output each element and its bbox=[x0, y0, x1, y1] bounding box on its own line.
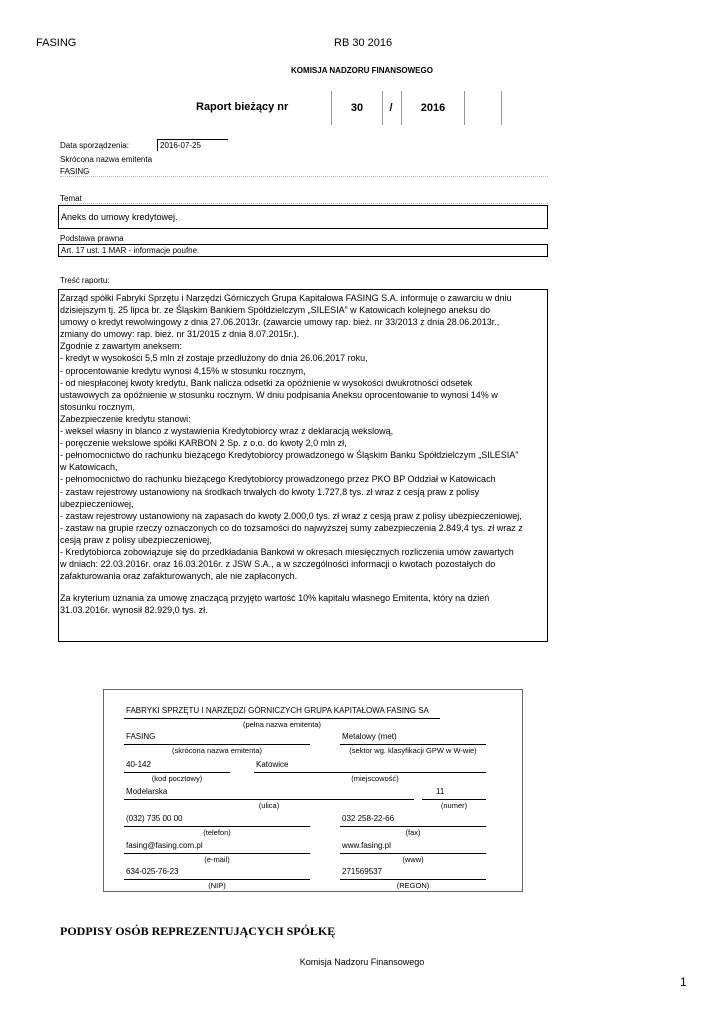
content-label: Treść raportu: bbox=[60, 276, 110, 285]
content-spacer bbox=[60, 582, 546, 592]
content-line: ustawowych za opóźnienie w stosunku rocznym. W dniu podpisania Aneksu oprocentowanie to wynosi 14% w bbox=[60, 389, 498, 400]
short-name-label: Skrócona nazwa emitenta bbox=[60, 155, 153, 164]
content-line: 31.03.2016r. wynosił 82.929,0 tys. zł. bbox=[60, 605, 208, 616]
content-line: Zgodnie z zawartym aneksem: bbox=[60, 341, 183, 352]
short-name-value: FASING bbox=[60, 167, 548, 177]
date-label: Data sporządzenia: bbox=[60, 141, 129, 150]
report-slash: / bbox=[389, 102, 393, 114]
content-line: umowy o kredyt rewolwingowy z dnia 27.06.2013r. (zawarcie umowy rap. bież. nr 33/2013 z dnia 28.06.2013r., bbox=[60, 317, 500, 328]
content-line: - pełnomocnictwo do rachunku bieżącego Kredytobiorcy prowadzonego przez PKO BP Oddział w Katowicach bbox=[60, 474, 496, 485]
content-line: zmiany do umowy: rap. bież. nr 31/2015 z dnia 8.07.2015r.). bbox=[60, 329, 300, 340]
issuer-regon: 271569537 bbox=[342, 867, 383, 876]
underline bbox=[124, 826, 310, 827]
content-line: - poręczenie wekslowe spółki KARBON 2 Sp. z o.o. do kwoty 2,0 mln zł, bbox=[60, 438, 347, 449]
issuer-fax: 032 258-22-66 bbox=[342, 814, 395, 823]
legal-basis-label: Podstawa prawna bbox=[60, 234, 124, 243]
content-line: dzisiejszym tj. 25 lipca br. ze Śląskim Bankiem Spółdzielczym „SILESIA” w Katowicach kolejnego aneksu do bbox=[60, 305, 491, 316]
underline bbox=[124, 718, 440, 719]
underline bbox=[340, 744, 486, 745]
footer-knf: Komisja Nadzoru Finansowego bbox=[299, 957, 425, 967]
underline bbox=[124, 772, 230, 773]
issuer-sector: Metalowy (met) bbox=[342, 732, 397, 741]
report-number: 30 bbox=[331, 91, 383, 125]
issuer-www-caption: (www) bbox=[402, 855, 424, 864]
report-year: 2016 bbox=[401, 91, 465, 125]
issuer-regon-caption: (REGON) bbox=[396, 881, 430, 890]
content-line: cesją praw z polisy ubezpieczeniowej, bbox=[60, 534, 212, 545]
header-report-id: RB 30 2016 bbox=[334, 37, 393, 49]
content-line: - oprocentowanie kredytu wynosi 4,15% w stosunku rocznym, bbox=[60, 365, 306, 376]
content-line: - kredyt w wysokości 5,5 mln zł zostaje przedłużony do dnia 26.06.2017 roku, bbox=[60, 353, 368, 364]
issuer-number: 11 bbox=[436, 787, 445, 796]
issuer-www: www.fasing.pl bbox=[342, 841, 391, 850]
content-line: - zastaw rejestrowy ustanowiony na zapasach do kwoty 2.000,0 tys. zł wraz z cesją praw z polisy ubezpieczeniowej, bbox=[60, 510, 522, 521]
issuer-street-caption: (ulica) bbox=[258, 801, 280, 810]
issuer-number-caption: (numer) bbox=[440, 801, 468, 810]
underline bbox=[340, 879, 486, 880]
issuer-email: fasing@fasing.com.pl bbox=[126, 841, 203, 850]
issuer-nip: 634-025-76-23 bbox=[126, 867, 179, 876]
date-value: 2016-07-25 bbox=[157, 139, 228, 151]
report-empty-cell bbox=[463, 91, 502, 125]
underline bbox=[254, 772, 486, 773]
issuer-city: Katowice bbox=[256, 760, 289, 769]
content-line: ubezpieczeniowej, bbox=[60, 498, 134, 509]
content-line: stosunku rocznym, bbox=[60, 401, 136, 412]
content-line: w dniach: 22.03.2016r. oraz 16.03.2016r. z JSW S.A., a w szczególności informacji o kwotach pozostałych do bbox=[60, 559, 496, 570]
issuer-short-name: FASING bbox=[126, 732, 156, 741]
content-field bbox=[58, 289, 548, 642]
issuer-short-name-caption: (skrócona nazwa emitenta) bbox=[171, 746, 263, 755]
issuer-street: Modelarska bbox=[126, 787, 168, 796]
issuer-full-name-caption: (pełna nazwa emitenta) bbox=[243, 720, 321, 729]
content-line: zafakturowania oraz zafakturowanych, ale nie zapłaconych. bbox=[60, 571, 298, 582]
issuer-sector-caption: (sektor wg. klasyfikacji GPW w W-wie) bbox=[349, 746, 477, 755]
content-line: Zabezpieczenie kredytu stanowi: bbox=[60, 413, 191, 424]
knf-title: KOMISJA NADZORU FINANSOWEGO bbox=[291, 66, 433, 75]
issuer-email-caption: (e-mail) bbox=[204, 855, 230, 864]
underline bbox=[340, 853, 486, 854]
issuer-postal-code: 40-142 bbox=[126, 760, 151, 769]
report-label: Raport bieżący nr bbox=[196, 101, 289, 113]
issuer-full-name: FABRYKI SPRZĘTU I NARZĘDZI GÓRNICZYCH GRUPA KAPITAŁOWA FASING SA bbox=[126, 706, 429, 715]
issuer-phone: (032) 735 00 00 bbox=[126, 814, 183, 823]
issuer-city-caption: (miejscowość) bbox=[351, 774, 399, 783]
content-line: - zastaw rejestrowy ustanowiony na środkach trwałych do kwoty 1.727,8 tys. zł wraz z cesją praw z polisy bbox=[60, 486, 480, 497]
content-line: Za kryterium uznania za umowę znaczącą przyjęto wartość 10% kapitału własnego Emitenta, który na dzień bbox=[60, 593, 490, 604]
page-number: 1 bbox=[680, 975, 687, 989]
issuer-phone-caption: (telefon) bbox=[203, 828, 231, 837]
subject-label: Temat bbox=[60, 194, 548, 204]
header-company: FASING bbox=[36, 37, 77, 49]
issuer-details-box bbox=[103, 689, 523, 892]
content-line: - pełnomocnictwo do rachunku bieżącego Kredytobiorcy prowadzonego w Śląskim Banku Spółdzielczym „SILESIA” bbox=[60, 450, 519, 461]
underline bbox=[124, 799, 414, 800]
underline bbox=[422, 799, 486, 800]
content-line: w Katowicach, bbox=[60, 462, 118, 473]
content-line: - zastaw na grupie rzeczy oznaczonych co do tożsamości do najwyższej sumy zabezpieczenia 2.849,4 tys. zł wraz z bbox=[60, 522, 523, 533]
content-line: - Kredytobiorca zobowiązuje się do przedkładania Bankowi w okresach miesięcznych rozliczenia umów zawartych bbox=[60, 546, 514, 557]
issuer-postal-code-caption: (kod pocztowy) bbox=[151, 774, 203, 783]
issuer-nip-caption: (NIP) bbox=[208, 881, 226, 890]
underline bbox=[340, 826, 486, 827]
signatures-title: PODPISY OSÓB REPREZENTUJĄCYCH SPÓŁKĘ bbox=[60, 924, 336, 938]
issuer-fax-caption: (fax) bbox=[405, 828, 421, 837]
content-line: Zarząd spółki Fabryki Sprzętu i Narzędzi Górniczych Grupa Kapitałowa FASING S.A. informuje o zawarciu w dniu bbox=[60, 293, 512, 303]
underline bbox=[124, 853, 310, 854]
content-line: - od niespłaconej kwoty kredytu, Bank nalicza odsetki za opóźnienie w wysokości dwukrotności odsetek bbox=[60, 377, 473, 388]
legal-basis-field: Art. 17 ust. 1 MAR - informacje poufne. bbox=[58, 244, 548, 257]
underline bbox=[124, 879, 310, 880]
underline bbox=[124, 744, 310, 745]
content-line: - weksel własny in blanco z wystawienia Kredytobiorcy wraz z deklaracją wekslową, bbox=[60, 426, 394, 437]
subject-field: Aneks do umowy kredytowej. bbox=[58, 205, 548, 229]
